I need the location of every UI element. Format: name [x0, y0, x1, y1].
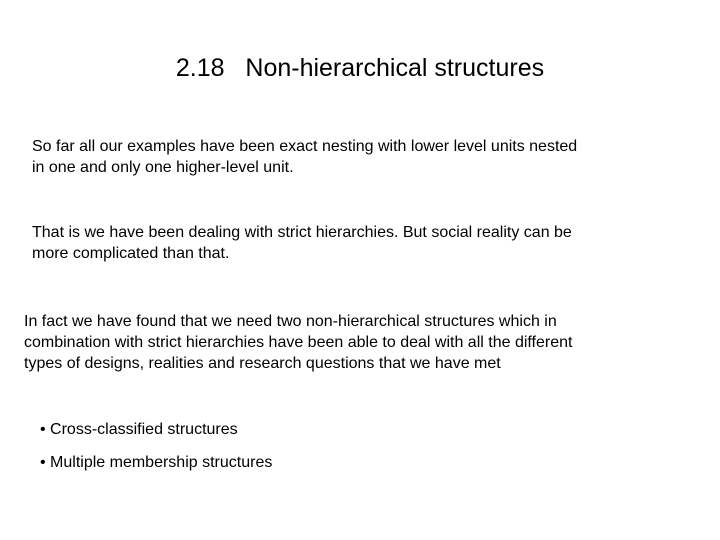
- paragraph-line: That is we have been dealing with strict hierarchies. But social reality can be: [32, 224, 572, 241]
- paragraph-line: more complicated than that.: [32, 245, 230, 262]
- slide-title: 2.18 Non-hierarchical structures: [175, 54, 545, 82]
- bullet-item-multiple-membership: • Multiple membership structures: [40, 454, 273, 471]
- paragraph-line: In fact we have found that we need two non-hierarchical structures which in: [24, 313, 557, 330]
- paragraph-line: in one and only one higher-level unit.: [32, 159, 294, 176]
- paragraph-line: combination with strict hierarchies have been able to deal with all the different: [24, 334, 573, 351]
- bullet-item-cross-classified: • Cross-classified structures: [40, 421, 238, 438]
- paragraph-strict-hierarchies: [32, 222, 572, 264]
- paragraph-line: types of designs, realities and research questions that we have met: [24, 355, 501, 372]
- paragraph-non-hierarchical: [24, 311, 572, 374]
- paragraph-line: So far all our examples have been exact nesting with lower level units nested: [32, 138, 578, 155]
- paragraph-nesting: [32, 136, 577, 178]
- bullet-list: [40, 419, 272, 485]
